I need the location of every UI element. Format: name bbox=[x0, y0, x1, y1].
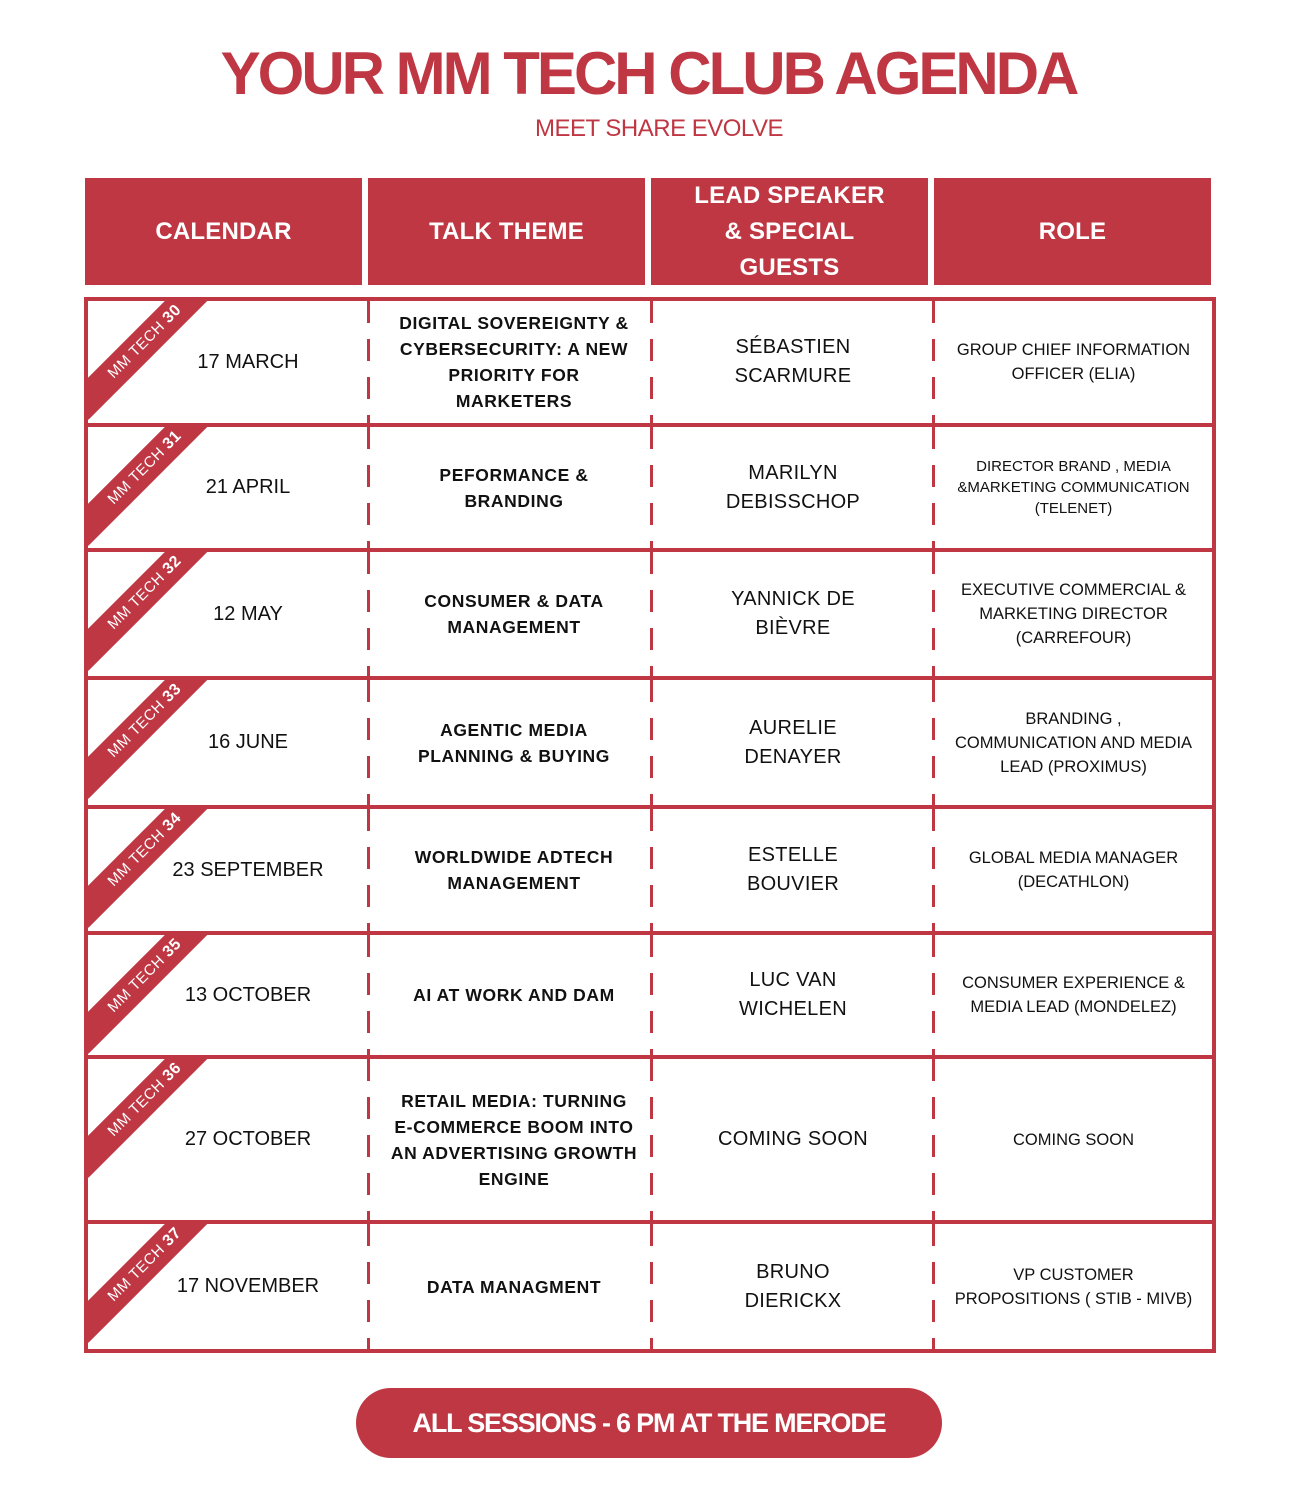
session-date: 12 MAY bbox=[213, 602, 283, 625]
column-header-role: ROLE bbox=[934, 178, 1211, 285]
lead-speaker: LUC VAN WICHELEN bbox=[739, 969, 847, 1020]
ribbon-prefix: MM TECH bbox=[104, 1241, 169, 1305]
table-row-session-33 bbox=[88, 680, 1212, 809]
column-divider bbox=[367, 301, 370, 423]
sessions-info-banner: ALL SESSIONS - 6 PM AT THE MERODE bbox=[356, 1388, 942, 1458]
ribbon-number: 31 bbox=[159, 427, 185, 453]
ribbon-prefix: MM TECH bbox=[104, 952, 169, 1016]
talk-theme: DATA MANAGMENT bbox=[426, 1276, 602, 1297]
speaker-role: DIRECTOR BRAND , MEDIA &MARKETING COMMUNICATION (TELENET) bbox=[957, 458, 1190, 517]
ribbon-prefix: MM TECH bbox=[104, 826, 169, 890]
speaker-role: CONSUMER EXPERIENCE & MEDIA LEAD (MONDELEZ) bbox=[962, 974, 1185, 1016]
session-date: 23 SEPTEMBER bbox=[172, 858, 324, 881]
ribbon-number: 34 bbox=[159, 809, 185, 835]
ribbon-prefix: MM TECH bbox=[104, 569, 169, 633]
lead-speaker: YANNICK DE BIÈVRE bbox=[731, 588, 855, 639]
column-divider bbox=[367, 427, 370, 548]
lead-speaker: SÉBASTIEN SCARMURE bbox=[734, 336, 852, 387]
lead-speaker: MARILYN DEBISSCHOP bbox=[725, 461, 861, 513]
session-date: 13 OCTOBER bbox=[184, 983, 312, 1006]
table-row-session-32 bbox=[88, 552, 1212, 680]
table-row-session-37 bbox=[88, 1224, 1212, 1349]
table-row-session-35 bbox=[88, 935, 1212, 1059]
table-row-session-34 bbox=[88, 809, 1212, 935]
session-date: 16 JUNE bbox=[207, 731, 289, 753]
page-subtitle: MEET SHARE EVOLVE bbox=[534, 115, 784, 142]
speaker-role: COMING SOON bbox=[1012, 1130, 1134, 1149]
speaker-role: GLOBAL MEDIA MANAGER (DECATHLON) bbox=[968, 849, 1179, 891]
page-title: YOUR MM TECH CLUB AGENDA bbox=[220, 40, 1077, 107]
ribbon-number: 30 bbox=[159, 301, 185, 327]
talk-theme: WORLDWIDE ADTECH MANAGEMENT bbox=[414, 847, 614, 893]
agenda-table bbox=[84, 297, 1216, 1353]
session-date: 21 APRIL bbox=[205, 476, 291, 498]
ribbon-prefix: MM TECH bbox=[104, 1076, 169, 1140]
column-divider bbox=[367, 809, 370, 931]
speaker-role: BRANDING , COMMUNICATION AND MEDIA LEAD (PROXIMUS) bbox=[954, 709, 1193, 776]
table-row-session-31 bbox=[88, 427, 1212, 552]
column-header-calendar: CALENDAR bbox=[85, 178, 362, 285]
table-row-session-36 bbox=[88, 1059, 1212, 1224]
talk-theme: DIGITAL SOVEREIGNTY & CYBERSECURITY: A NEW PRIORITY FOR MARKETERS bbox=[399, 313, 629, 411]
ribbon-prefix: MM TECH bbox=[104, 697, 169, 761]
talk-theme: AI AT WORK AND DAM bbox=[413, 985, 615, 1005]
table-row-session-30 bbox=[88, 301, 1212, 427]
session-date: 17 MARCH bbox=[197, 350, 299, 373]
ribbon-number: 37 bbox=[159, 1224, 185, 1250]
lead-speaker: BRUNO DIERICKX bbox=[744, 1260, 842, 1312]
ribbon-prefix: MM TECH bbox=[104, 318, 169, 382]
session-date: 17 NOVEMBER bbox=[176, 1275, 320, 1297]
speaker-role: GROUP CHIEF INFORMATION OFFICER (ELIA) bbox=[956, 341, 1191, 383]
talk-theme: CONSUMER & DATA MANAGEMENT bbox=[424, 591, 604, 637]
column-divider bbox=[367, 680, 370, 805]
lead-speaker: COMING SOON bbox=[718, 1128, 868, 1150]
talk-theme: AGENTIC MEDIA PLANNING & BUYING bbox=[417, 719, 610, 766]
column-header-lead-speaker: LEAD SPEAKER & SPECIAL GUESTS bbox=[651, 178, 928, 285]
speaker-role: EXECUTIVE COMMERCIAL & MARKETING DIRECTOR (CARREFOUR) bbox=[961, 581, 1186, 647]
lead-speaker: AURELIE DENAYER bbox=[744, 716, 842, 768]
column-header-talk-theme: TALK THEME bbox=[368, 178, 645, 285]
ribbon-number: 32 bbox=[159, 552, 185, 578]
session-date: 27 OCTOBER bbox=[184, 1128, 312, 1150]
ribbon-prefix: MM TECH bbox=[104, 444, 169, 508]
column-divider bbox=[367, 935, 370, 1055]
ribbon-number: 35 bbox=[159, 935, 185, 961]
column-divider bbox=[367, 552, 370, 676]
ribbon-number: 33 bbox=[159, 680, 185, 706]
column-divider bbox=[367, 1059, 370, 1220]
column-divider bbox=[367, 1224, 370, 1349]
talk-theme: RETAIL MEDIA: TURNING E-COMMERCE BOOM INTO AN ADVERTISING GROWTH ENGINE bbox=[390, 1090, 638, 1189]
lead-speaker: ESTELLE BOUVIER bbox=[746, 844, 840, 895]
speaker-role: VP CUSTOMER PROPOSITIONS ( STIB - MIVB) bbox=[954, 1265, 1193, 1308]
talk-theme: PEFORMANCE & BRANDING bbox=[439, 464, 589, 511]
ribbon-number: 36 bbox=[159, 1059, 185, 1085]
